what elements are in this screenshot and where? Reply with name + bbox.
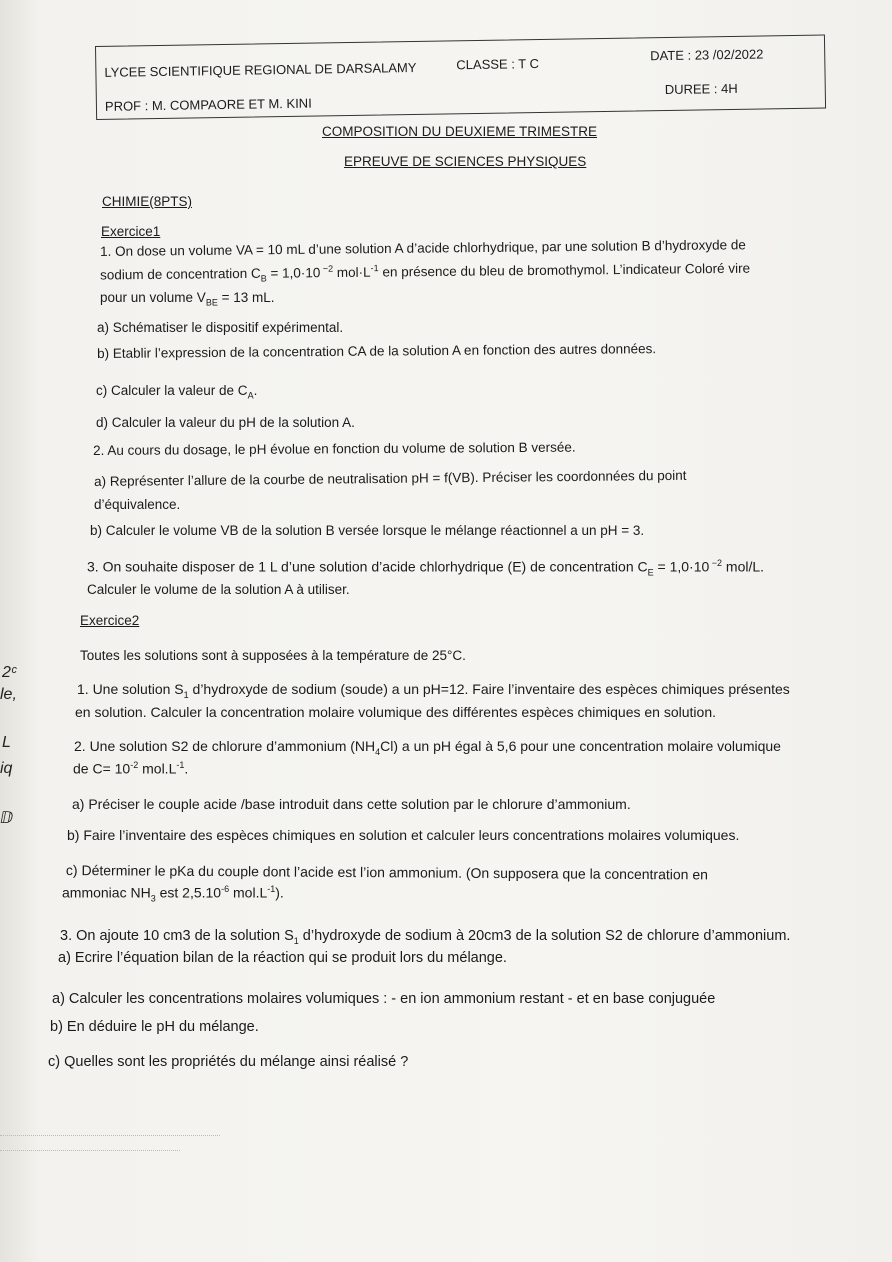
margin-mark-5: ⅅ [0, 810, 14, 827]
margin-mark-4: iq [0, 760, 13, 777]
ex2-q2b: b) Faire l’inventaire des espèces chimiques en solution et calculer leurs concentrations molaires volumiques. [67, 827, 740, 843]
ex2-q2c-line1: c) Déterminer le pKa du couple dont l’acide est l’ion ammonium. (On supposera que la concentration en [65, 862, 709, 883]
ex1-q1b: b) Etablir l’expression de la concentration CA de la solution A en fonction des autres données. [97, 341, 657, 361]
ex1-q3-line1: 3. On souhaite disposer de 1 L d’une solution d’acide chlorhydrique (E) de concentration $C_E = 1,0\cdot 10$ $^{-2}$ mol/L. [87, 558, 765, 578]
ex1-q2b: b) Calculer le volume VB de la solution B versée lorsque le mélange réactionnel a un pH = 3. [90, 523, 645, 538]
margin-mark-1: 2ᶜ [2, 664, 17, 681]
teachers-label: PROF : M. COMPAORE ET M. KINI [104, 95, 312, 114]
ex2-q2c-line2: ammoniac $NH_3$ est $2,5.10^{-6}$ $mol.L^{-1}$). [62, 884, 284, 904]
ex1-q2: 2. Au cours du dosage, le pH évolue en fonction du volume de solution B versée. [93, 439, 576, 458]
ex2-q1-line1: 1. Une solution $S_1$ d’hydroxyde de sodium (soude) a un pH=12. Faire l’inventaire des espèces chimiques présentes [77, 681, 790, 700]
ex1-q1c: c) Calculer la valeur de $C_A$. [96, 383, 258, 401]
ex2-q2a: a) Préciser le couple acide /base introduit dans cette solution par le chlorure d’ammonium. [72, 796, 631, 812]
margin-mark-3: L [2, 734, 11, 751]
ex1-q3-line2: Calculer le volume de la solution A à utiliser. [87, 582, 350, 597]
ex2-intro: Toutes les solutions sont à supposées à la température de 25°C. [80, 648, 466, 663]
ex1-q1-line2: sodium de concentration $C_B = 1,0\cdot 10$ $^{-2}$ $mol\cdot L^{-1}$ en présence du bleu de bromothymol. L’indicateur Coloré vire [100, 260, 751, 284]
ex1-q1-line3: pour un volume $V_{BE} = 13$ mL. [100, 290, 275, 308]
school-name: LYCEE SCIENTIFIQUE REGIONAL DE DARSALAMY [104, 59, 417, 80]
ex2-q1-line2: en solution. Calculer la concentration molaire volumique des différentes espèces chimiques en solution. [75, 704, 716, 720]
ex2-q3a: a) Ecrire l’équation bilan de la réaction qui se produit lors du mélange. [58, 950, 507, 966]
margin-mark-2: le, [0, 686, 17, 703]
ex1-q1d: d) Calculer la valeur du pH de la solution A. [96, 415, 355, 430]
ex2-q2-line2: de $C= 10^{-2}$ $mol.L^{-1}$. [73, 760, 189, 777]
header-box [95, 35, 826, 120]
epreuve-title: EPREUVE DE SCIENCES PHYSIQUES [344, 154, 587, 169]
ex2-q3b: b) En déduire le pH du mélange. [50, 1019, 259, 1035]
ex2-q2-line1: 2. Une solution S2 de chlorure d’ammonium $(NH_4Cl)$ a un pH égal à 5,6 pour une concentration molaire volumique [74, 738, 781, 757]
class-label: CLASSE : T C [456, 56, 540, 73]
composition-title: COMPOSITION DU DEUXIEME TRIMESTRE [322, 124, 598, 139]
ex1-q2a-line1: a) Représenter l’allure de la courbe de neutralisation pH = f(VB). Préciser les coordonnées du point [94, 467, 687, 489]
date-label: DATE : 23 /02/2022 [650, 46, 764, 64]
ex1-q1-line1: 1. On dose un volume VA = 10 mL d’une solution A d’acide chlorhydrique, par une solution B d’hydroxyde de [100, 237, 746, 259]
ex1-q1a: a) Schématiser le dispositif expérimental. [97, 320, 344, 335]
faint-dotted-line [0, 1150, 180, 1151]
duration-label: DUREE : 4H [664, 80, 738, 98]
ex2-q3a-second: a) Calculer les concentrations molaires volumiques : - en ion ammonium restant - et en base conjuguée [52, 991, 716, 1007]
faint-dotted-line [0, 1135, 220, 1136]
ex2-q3-line1: 3. On ajoute 10 cm3 de la solution $S_1$ d’hydroxyde de sodium à 20cm3 de la solution S2 de chlorure d’ammonium. [60, 928, 791, 946]
exercice1-heading: Exercice1 [101, 224, 161, 239]
ex2-q3c: c) Quelles sont les propriétés du mélange ainsi réalisé ? [48, 1054, 409, 1070]
exercice2-heading: Exercice2 [80, 613, 140, 628]
ex1-q2a-line2: d’équivalence. [94, 497, 181, 512]
chimie-heading: CHIMIE(8PTS) [102, 194, 193, 209]
